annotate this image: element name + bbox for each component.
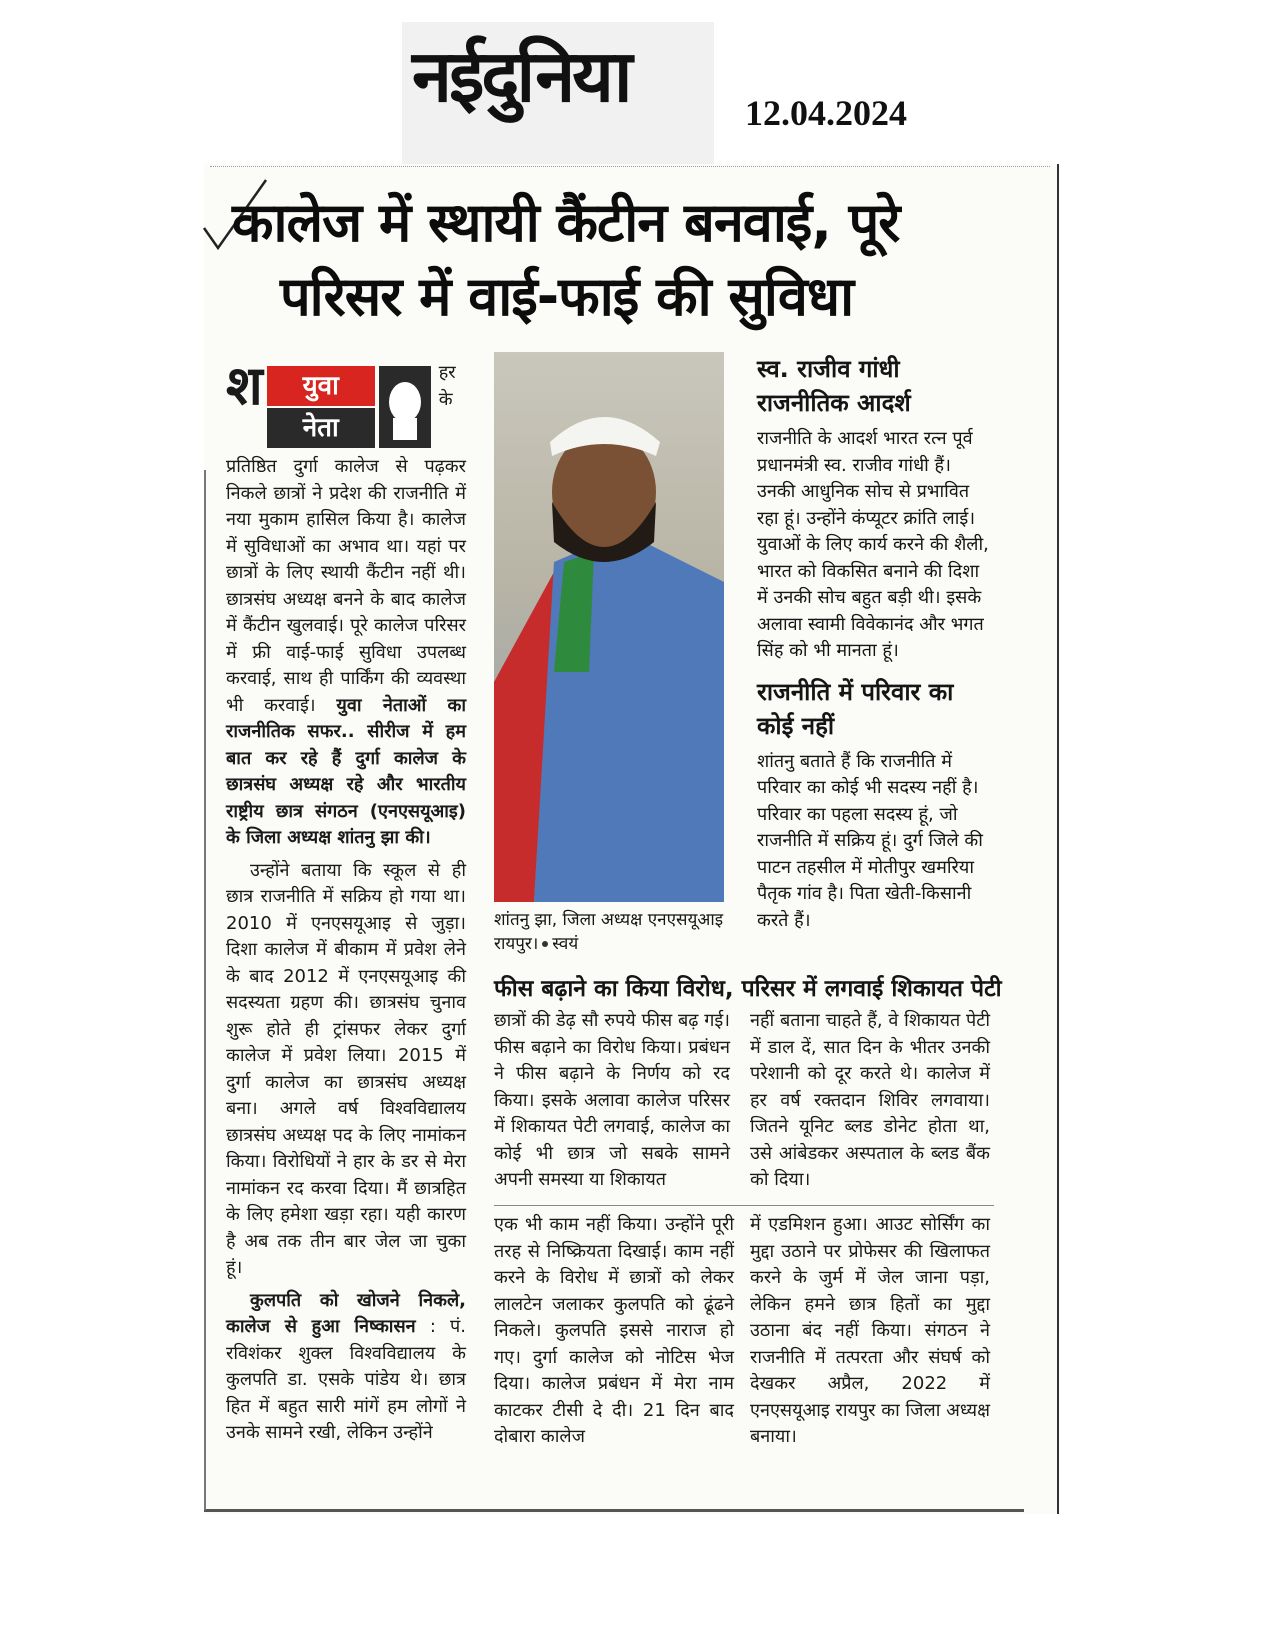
yuva-neta-badge (267, 366, 431, 450)
caption-credit: स्वयं (552, 934, 579, 954)
camera-dot-icon (542, 941, 548, 947)
bottom-right-text: में एडमिशन हुआ। आउट सोर्सिंग का मुद्दा उठाने पर प्रोफेसर की खिलाफत करने के जुर्म में जेल जाना पड़ा, लेकिन हमने छात्र हितों का मुद्दा उठाना बंद नहीं किया। संगठन ने राजनीति में तत्परता और संघर्ष को देखकर अप्रैल, 2022 में एनएसयूआइ रायपुर का जिला अध्यक्ष बनाया। (750, 1214, 990, 1447)
clipping-right-border (1057, 164, 1059, 1514)
newspaper-masthead: नईदुनिया (412, 34, 630, 118)
publication-date: 12.04.2024 (745, 93, 907, 133)
vice-chancellor-paragraph (226, 1288, 466, 1447)
bottom-left-text: एक भी काम नहीं किया। उन्होंने पूरी तरह से निष्क्रियता दिखाई। काम नहीं करने के विरोध में छात्रों को लेकर लालटेन जलाकर कुलपति को ढूंढने निकले। कुलपति इससे नाराज हो गए। दुर्गा कालेज को नोटिस भेज दिया। कालेज प्रबंधन में मेरा नाम काटकर टीसी दे दी। 21 दिन बाद दोबारा कालेज (494, 1214, 734, 1447)
headline-line-2: परिसर में वाई-फाई की सुविधा (280, 265, 854, 328)
vc-subheading: कुलपति को खोजने निकले, कालेज से हुआ निष्कासन (226, 1289, 466, 1337)
intro-paragraph: हर के प्रतिष्ठित दुर्गा कालेज से पढ़कर निकले छात्रों ने प्रदेश की राजनीति में नया मुकाम हासिल किया है। कालेज में सुविधाओं का अभाव था। यहां पर छात्रों के लिए स्थायी कैंटीन नहीं थी। छात्रसंघ अध्यक्ष बनने के बाद कालेज में कैंटीन खुलवाई। पूरे कालेज परिसर में फ्री वाई-फाई सुविधा उपलब्ध करवाई, साथ ही पार्किंग की व्यवस्था भी करवाई। (226, 362, 466, 716)
photo-caption (494, 908, 734, 956)
box-divider (494, 1205, 994, 1206)
box-heading: फीस बढ़ाने का किया विरोध, परिसर में लगवाई शिकायत पेटी (494, 976, 1002, 1002)
family-paragraph: शांतनु बताते हैं कि राजनीति में परिवार का कोई भी सदस्य नहीं है। परिवार का पहला सदस्य हूं, जो राजनीति में सक्रिय हूं। दुर्ग जिले की पाटन तहसील में मोतीपुर खमरिया पैतृक गांव है। पिता खेती-किसानी करते हैं। (757, 750, 983, 931)
rajiv-gandhi-paragraph: राजनीति के आदर्श भारत रत्न पूर्व प्रधानमंत्री स्व. राजीव गांधी हैं। उनकी आधुनिक सोच से प्रभावित रहा हूं। उन्होंने कंप्यूटर क्रांति लाई। युवाओं के लिए कार्य करने की शैली, भारत को विकसित बनाने की दिशा में उनकी सोच बहुत बड़ी थी। इसके अलावा स्वामी विवेकानंद और भगत सिंह को भी मानता हूं। (757, 428, 989, 661)
article-column-3 (757, 352, 989, 944)
clipping-left-border (204, 470, 206, 1510)
vc-text: : पं. रविशंकर शुक्ल विश्वविद्यालय के कुलपति डा. एसके पांडेय थे। छात्र हित में बहुत सारी मांगें हम लोगों ने उनके सामने रखी, लेकिन उन्होंने (226, 1316, 466, 1443)
subheading-rajiv-gandhi: स्व. राजीव गांधी राजनीतिक आदर्श (757, 355, 911, 417)
article-column-1 (226, 354, 466, 1447)
article-headline (232, 186, 1012, 334)
career-paragraph: उन्होंने बताया कि स्कूल से ही छात्र राजनीति में सक्रिय हो गया था। 2010 में एनएसयूआइ से जुड़ा। दिशा कालेज में बीकाम में प्रवेश लेने के बाद 2012 में एनएसयूआइ की सदस्यता ग्रहण की। छात्रसंघ चुनाव शुरू होते ही ट्रांसफर लेकर दुर्गा कालेज में प्रवेश लिया। 2015 में दुर्गा कालेज का छात्रसंघ अध्यक्ष बना। अगले वर्ष विश्वविद्यालय छात्रसंघ अध्यक्ष पद के लिए नामांकन किया। विरोधियों ने हार के डर से मेरा नामांकन रद करवा दिया। मैं छात्रहित के लिए हमेशा खड़ा रहा। यही कारण है अब तक तीन बार जेल जा चुका हूं। (226, 859, 466, 1278)
head-silhouette-icon (379, 366, 431, 448)
badge-bottom-label: नेता (267, 408, 375, 448)
box-left-text: छात्रों की डेढ़ सौ रुपये फीस बढ़ गई। फीस बढ़ाने का विरोध किया। प्रबंधन ने फीस बढ़ाने के निर्णय को रद किया। इसके अलावा कालेज परिसर में शिकायत पेटी लगवाई, कालेज का कोई भी छात्र जो सबके सामने अपनी समस्या या शिकायत (494, 1010, 730, 1190)
clipping-bottom-border (204, 1509, 1024, 1512)
badge-top-label: युवा (267, 366, 375, 406)
caption-text: शांतनु झा, जिला अध्यक्ष एनएसयूआइ रायपुर। (494, 910, 724, 954)
series-paragraph: युवा नेताओं का राजनीतिक सफर.. सीरीज में हम बात कर रहे हैं दुर्गा कालेज के छात्रसंघ अध्यक्ष रहे और भारतीय राष्ट्रीय छात्र संगठन (एनएसयूआइ) के जिला अध्यक्ष शांतनु झा की। (226, 694, 466, 848)
clipping-top-edge (210, 166, 1050, 167)
subheading-family: राजनीति में परिवार का कोई नहीं (757, 677, 954, 740)
box-right-text: नहीं बताना चाहते हैं, वे शिकायत पेटी में डाल दें, सात दिन के भीतर उनकी परेशानी को दूर करते थे। कालेज में हर वर्ष रक्तदान शिविर लगवाया। जितने यूनिट ब्लड डोनेट होता था, उसे आंबेडकर अस्पताल के ब्लड बैंक को दिया। (750, 1010, 990, 1190)
portrait-photo (494, 352, 724, 902)
headline-line-1: कालेज में स्थायी कैंटीन बनवाई, पूरे (232, 191, 900, 254)
drop-cap: श (226, 354, 263, 417)
portrait-illustration (494, 352, 724, 902)
